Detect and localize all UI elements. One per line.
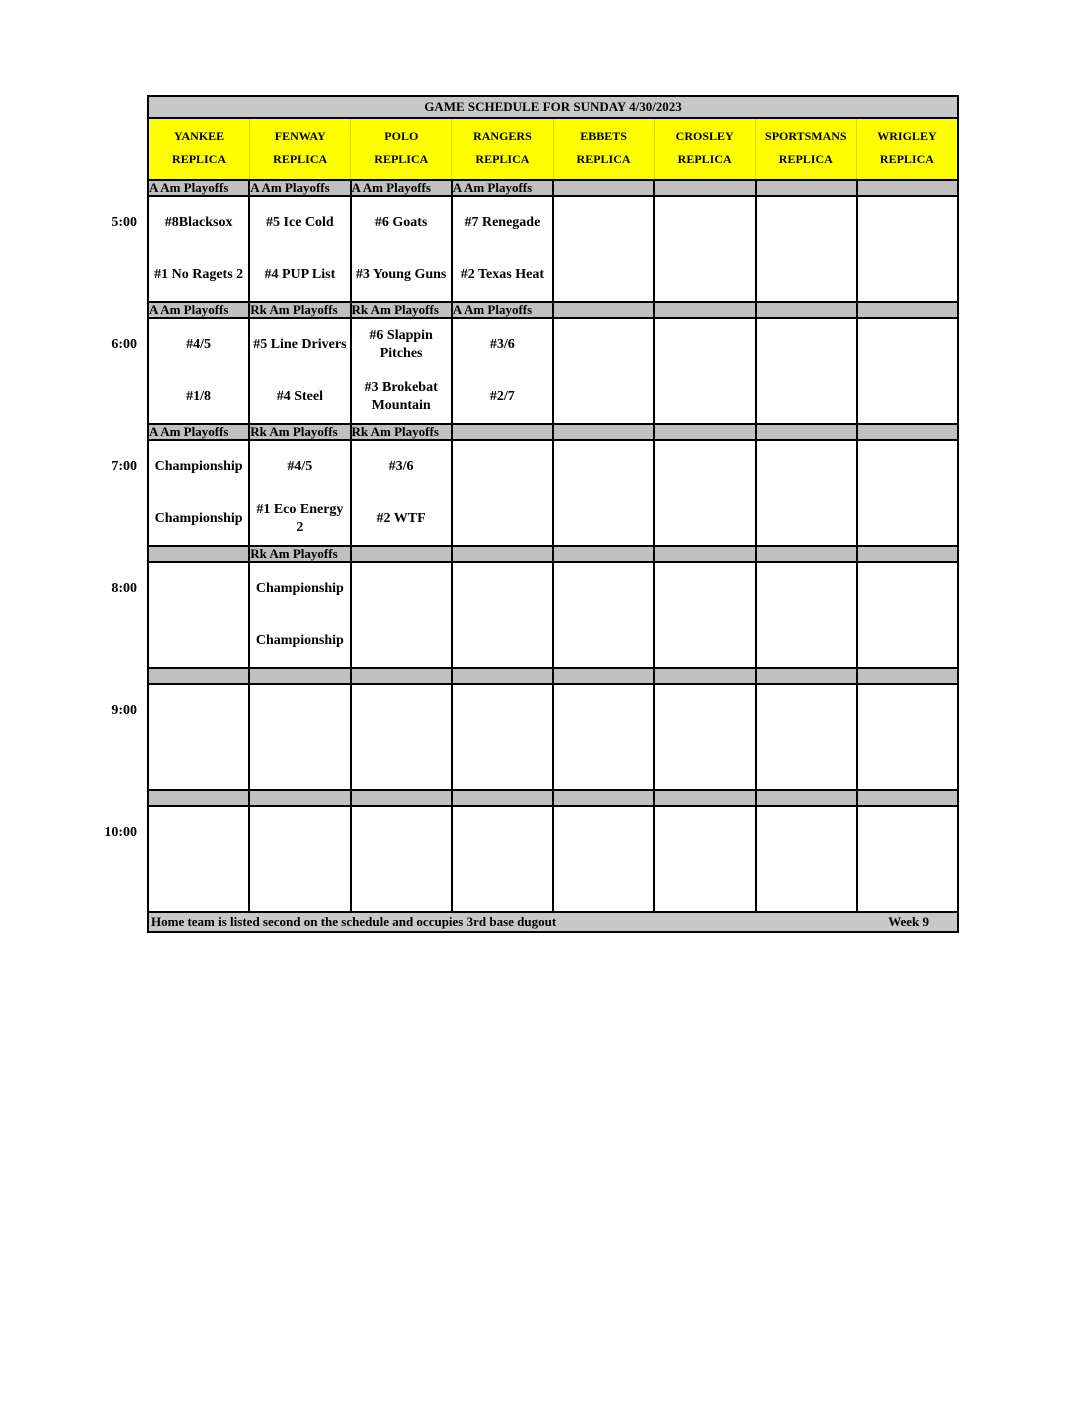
home-team <box>250 737 349 789</box>
game-cell <box>149 807 248 911</box>
game-cell <box>552 685 653 789</box>
time-label: 9:00 <box>111 703 137 718</box>
game-cell <box>248 685 349 789</box>
league-label <box>755 791 856 805</box>
away-team <box>149 807 248 859</box>
league-label <box>451 669 552 683</box>
field-subtitle: REPLICA <box>576 152 631 166</box>
game-cell <box>350 685 451 789</box>
home-team <box>757 859 856 911</box>
away-team: #3/6 <box>489 337 515 352</box>
away-team <box>858 563 957 615</box>
league-label <box>552 303 653 317</box>
away-team <box>757 807 856 859</box>
away-team <box>858 807 957 859</box>
home-team: Championship <box>154 511 243 526</box>
game-cell <box>856 441 957 545</box>
league-label: Rk Am Playoffs <box>248 547 349 561</box>
away-team: #6 Slappin Pitches <box>369 328 433 361</box>
field-header-yankee <box>149 119 249 179</box>
league-label <box>451 425 552 439</box>
away-team <box>757 319 856 371</box>
league-label <box>552 791 653 805</box>
away-team <box>453 441 552 493</box>
home-team <box>554 493 653 545</box>
game-cell <box>350 807 451 911</box>
game-cell <box>755 441 856 545</box>
home-team: #4 Steel <box>276 389 323 404</box>
footer-bar <box>149 913 957 931</box>
league-label <box>856 547 957 561</box>
home-team <box>149 737 248 789</box>
field-header-rangers <box>451 119 552 179</box>
league-label: Rk Am Playoffs <box>248 425 349 439</box>
home-team: #2 WTF <box>376 511 426 526</box>
away-team <box>655 197 754 249</box>
away-team <box>554 197 653 249</box>
home-team: #3 Brokebat Mountain <box>364 380 438 413</box>
schedule-table <box>104 95 959 933</box>
away-team <box>250 685 349 737</box>
home-team <box>554 859 653 911</box>
league-label: Rk Am Playoffs <box>350 303 451 317</box>
game-cell <box>350 441 451 545</box>
field-header-fenway <box>249 119 350 179</box>
time-label: 7:00 <box>111 459 137 474</box>
field-name: POLO <box>384 129 419 143</box>
away-team: #4/5 <box>287 459 313 474</box>
away-team <box>554 441 653 493</box>
league-label <box>653 669 754 683</box>
league-label: A Am Playoffs <box>149 180 229 195</box>
game-cell <box>451 319 552 423</box>
game-cell <box>149 197 248 301</box>
home-team-note: Home team is listed second on the schedule and occupies 3rd base dugout <box>151 914 557 929</box>
field-name: RANGERS <box>473 129 532 143</box>
game-cell <box>451 807 552 911</box>
game-cell <box>552 441 653 545</box>
league-band <box>149 181 957 197</box>
home-team: #2 Texas Heat <box>460 267 544 282</box>
field-name: YANKEE <box>173 129 225 143</box>
away-team <box>757 685 856 737</box>
home-team <box>352 615 451 667</box>
field-name: SPORTSMANS <box>765 129 847 143</box>
field-header-crosley <box>654 119 755 179</box>
away-team: #5 Ice Cold <box>266 215 334 230</box>
league-band <box>149 791 957 807</box>
league-label <box>451 547 552 561</box>
away-team <box>858 319 957 371</box>
home-team <box>554 249 653 301</box>
field-subtitle: REPLICA <box>879 152 934 166</box>
time-slot-row <box>111 441 957 547</box>
game-cell <box>552 563 653 667</box>
game-cell <box>248 319 349 423</box>
home-team <box>554 615 653 667</box>
away-team <box>757 441 856 493</box>
league-label <box>350 669 451 683</box>
schedule-title: GAME SCHEDULE FOR SUNDAY 4/30/2023 <box>149 97 957 119</box>
field-header-sportsmans <box>755 119 856 179</box>
game-cell <box>552 197 653 301</box>
league-label <box>653 547 754 561</box>
away-team: #8Blacksox <box>164 215 233 230</box>
game-cell <box>755 319 856 423</box>
home-team <box>858 371 957 423</box>
away-team <box>757 563 856 615</box>
game-cell <box>350 197 451 301</box>
home-team: #1 Eco Energy 2 <box>256 502 344 535</box>
time-label: 10:00 <box>104 825 137 840</box>
game-cell <box>755 563 856 667</box>
league-label: A Am Playoffs <box>350 181 451 195</box>
home-team <box>858 249 957 301</box>
league-label <box>755 547 856 561</box>
field-name: FENWAY <box>274 129 326 143</box>
league-label <box>653 791 754 805</box>
away-team <box>149 685 248 737</box>
game-cell <box>653 197 754 301</box>
game-cell <box>552 807 653 911</box>
league-label <box>248 791 349 805</box>
away-team <box>858 685 957 737</box>
away-team: #4/5 <box>186 337 212 352</box>
time-slot-row <box>111 197 957 303</box>
home-team <box>858 737 957 789</box>
home-team <box>554 737 653 789</box>
league-label <box>755 669 856 683</box>
away-team <box>554 319 653 371</box>
league-label <box>755 425 856 439</box>
game-cell <box>451 563 552 667</box>
league-band <box>149 303 957 319</box>
game-cell <box>149 441 248 545</box>
league-label <box>451 791 552 805</box>
field-subtitle: REPLICA <box>677 152 732 166</box>
home-team <box>858 493 957 545</box>
home-team <box>554 371 653 423</box>
away-team <box>655 685 754 737</box>
time-label: 8:00 <box>111 581 137 596</box>
league-label <box>149 547 248 561</box>
home-team <box>453 493 552 545</box>
home-team <box>352 737 451 789</box>
time-slots <box>104 180 957 913</box>
home-team <box>655 737 754 789</box>
away-team <box>858 441 957 493</box>
game-cell <box>350 563 451 667</box>
away-team <box>352 563 451 615</box>
home-team <box>149 615 248 667</box>
field-header-polo <box>350 119 451 179</box>
home-team: Championship <box>255 633 344 648</box>
field-name: EBBETS <box>580 129 627 143</box>
away-team <box>655 441 754 493</box>
league-label <box>856 303 957 317</box>
league-band <box>149 425 957 441</box>
league-label <box>552 425 653 439</box>
game-cell <box>451 685 552 789</box>
away-team: Championship <box>255 581 344 596</box>
away-team <box>149 563 248 615</box>
game-cell <box>451 441 552 545</box>
league-label: A Am Playoffs <box>451 303 552 317</box>
away-team <box>655 807 754 859</box>
away-team <box>655 319 754 371</box>
home-team <box>858 615 957 667</box>
away-team <box>554 807 653 859</box>
league-label <box>856 181 957 195</box>
home-team <box>149 859 248 911</box>
league-label <box>653 181 754 195</box>
home-team: #1 No Ragets 2 <box>154 267 244 282</box>
home-team <box>655 371 754 423</box>
game-cell <box>856 319 957 423</box>
game-cell <box>755 807 856 911</box>
field-header-row <box>149 119 957 181</box>
league-label: Rk Am Playoffs <box>248 303 349 317</box>
league-label <box>552 181 653 195</box>
home-team <box>757 615 856 667</box>
game-cell <box>149 319 248 423</box>
game-cell <box>451 197 552 301</box>
league-band <box>149 547 957 563</box>
game-cell <box>856 685 957 789</box>
away-team: #6 Goats <box>374 215 428 230</box>
game-cell <box>653 685 754 789</box>
away-team <box>453 563 552 615</box>
away-team <box>858 197 957 249</box>
game-cell <box>856 563 957 667</box>
away-team <box>554 685 653 737</box>
time-label: 6:00 <box>111 337 137 352</box>
field-subtitle: REPLICA <box>475 152 530 166</box>
home-team <box>352 859 451 911</box>
away-team <box>352 807 451 859</box>
field-subtitle: REPLICA <box>778 152 833 166</box>
time-slot-row <box>111 319 957 425</box>
away-team: Championship <box>154 459 243 474</box>
league-label: A Am Playoffs <box>149 302 229 317</box>
league-label <box>755 303 856 317</box>
week-label: Week 9 <box>888 914 929 929</box>
away-team <box>554 563 653 615</box>
home-team <box>453 615 552 667</box>
away-team: #5 Line Drivers <box>253 337 347 352</box>
game-cell <box>755 685 856 789</box>
game-cell <box>653 563 754 667</box>
field-subtitle: REPLICA <box>374 152 429 166</box>
home-team <box>453 859 552 911</box>
away-team <box>453 807 552 859</box>
game-cell <box>248 441 349 545</box>
home-team: #3 Young Guns <box>355 267 447 282</box>
league-label: A Am Playoffs <box>451 181 552 195</box>
away-team <box>250 807 349 859</box>
league-label <box>856 791 957 805</box>
home-team: #2/7 <box>489 389 515 404</box>
game-cell <box>755 197 856 301</box>
home-team <box>858 859 957 911</box>
game-cell <box>248 807 349 911</box>
game-cell <box>350 319 451 423</box>
league-label <box>856 669 957 683</box>
league-label: A Am Playoffs <box>248 181 349 195</box>
time-slot-row <box>111 685 957 791</box>
game-cell <box>856 197 957 301</box>
league-label <box>856 425 957 439</box>
league-label <box>350 791 451 805</box>
game-cell <box>653 319 754 423</box>
field-name: WRIGLEY <box>877 129 937 143</box>
time-label: 5:00 <box>111 215 137 230</box>
home-team <box>757 371 856 423</box>
home-team <box>655 249 754 301</box>
league-label <box>248 669 349 683</box>
away-team <box>352 685 451 737</box>
field-subtitle: REPLICA <box>172 152 227 166</box>
home-team <box>655 615 754 667</box>
league-label <box>149 669 248 683</box>
time-slot-row <box>104 807 957 913</box>
home-team <box>453 737 552 789</box>
field-header-wrigley <box>856 119 957 179</box>
game-cell <box>248 197 349 301</box>
game-cell <box>653 807 754 911</box>
league-label <box>552 669 653 683</box>
league-label <box>653 303 754 317</box>
field-subtitle: REPLICA <box>273 152 328 166</box>
home-team <box>757 249 856 301</box>
home-team: #1/8 <box>186 389 212 404</box>
league-label: Rk Am Playoffs <box>350 425 451 439</box>
home-team <box>655 493 754 545</box>
game-cell <box>552 319 653 423</box>
away-team: #3/6 <box>388 459 414 474</box>
away-team <box>655 563 754 615</box>
league-label <box>552 547 653 561</box>
league-label <box>755 181 856 195</box>
game-cell <box>248 563 349 667</box>
game-cell <box>149 685 248 789</box>
away-team <box>757 197 856 249</box>
league-label <box>350 547 451 561</box>
away-team <box>453 685 552 737</box>
home-team <box>757 493 856 545</box>
time-slot-row <box>111 563 957 669</box>
league-label <box>149 791 248 805</box>
home-team <box>655 859 754 911</box>
game-cell <box>653 441 754 545</box>
home-team <box>250 859 349 911</box>
game-cell <box>149 563 248 667</box>
field-name: CROSLEY <box>675 129 734 143</box>
league-band <box>149 669 957 685</box>
home-team <box>757 737 856 789</box>
league-label <box>653 425 754 439</box>
home-team: #4 PUP List <box>264 267 336 282</box>
game-cell <box>856 807 957 911</box>
away-team: #7 Renegade <box>464 215 541 230</box>
field-header-ebbets <box>553 119 654 179</box>
league-label: A Am Playoffs <box>149 424 229 439</box>
